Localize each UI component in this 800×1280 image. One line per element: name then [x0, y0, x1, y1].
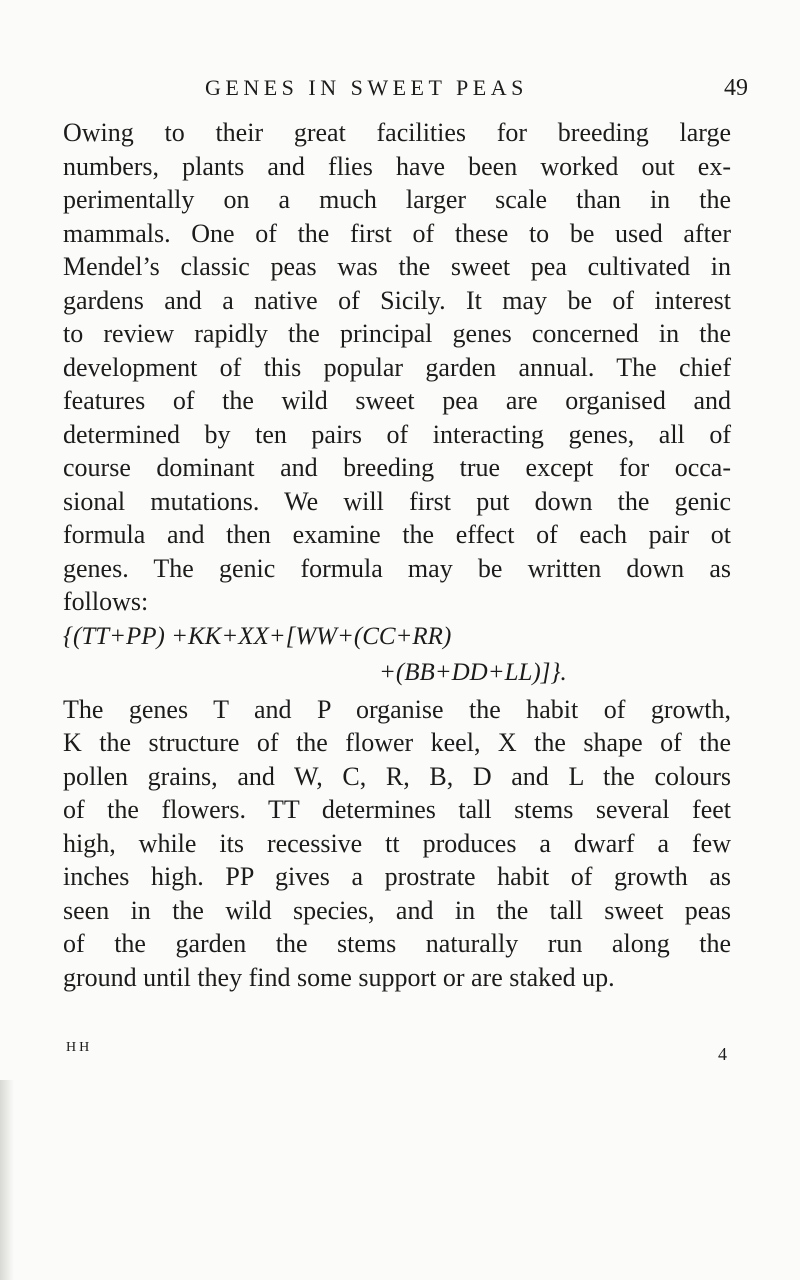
text-line: determined by ten pairs of interacting genes, all of [63, 419, 731, 449]
page-number: 49 [724, 75, 748, 101]
text-line: high, while its recessive tt produces a dwarf a few [63, 828, 731, 858]
signature-number: 4 [718, 1044, 727, 1064]
text-line: formula and then examine the effect of each pair ot [63, 520, 731, 549]
signature-mark: HH [66, 1040, 93, 1055]
text-line: Mendel’s classic peas was the sweet pea cultivated in [63, 252, 731, 281]
text-line: to review rapidly the principal genes concerned in the [63, 319, 731, 348]
genic-formula [63, 619, 731, 691]
running-title: GENES IN SWEET PEAS [205, 75, 528, 100]
running-head [0, 70, 800, 106]
text-line: features of the wild sweet pea are organised and [63, 386, 731, 415]
formula-line-1: {(TT+PP) +KK+XX+[WW+(CC+RR) [63, 622, 452, 650]
page-gutter-shadow [0, 1080, 14, 1280]
text-line: gardens and a native of Sicily. It may be of interest [63, 285, 731, 315]
text-line: perimentally on a much larger scale than in the [63, 185, 731, 214]
paragraph-1 [63, 116, 731, 619]
text-line: sional mutations. We will first put down the genic [63, 486, 731, 516]
page-footer [0, 1037, 800, 1067]
text-line: of the flowers. TT determines tall stems several feet [63, 795, 731, 824]
text-line: Owing to their great facilities for breeding large [63, 118, 731, 147]
text-line: inches high. PP gives a prostrate habit of growth as [63, 862, 731, 891]
paragraph-2 [63, 693, 731, 995]
text-line: development of this popular garden annual. The chief [63, 352, 731, 382]
text-line: genes. The genic formula may be written down as [63, 553, 731, 583]
text-line: numbers, plants and flies have been worked out ex- [63, 151, 731, 181]
formula-line-2: +(BB+DD+LL)]}. [379, 658, 567, 686]
text-line: of the garden the stems naturally run along the [63, 929, 731, 958]
text-line: seen in the wild species, and in the tall sweet peas [63, 895, 731, 925]
body-text [63, 116, 731, 994]
text-line: K the structure of the flower keel, X the shape of the [63, 728, 731, 757]
text-line: ground until they find some support or are staked up. [63, 962, 615, 992]
text-line: The genes T and P organise the habit of growth, [63, 694, 731, 724]
text-line: mammals. One of the first of these to be used after [63, 218, 731, 248]
text-line: follows: [63, 587, 149, 616]
text-line: pollen grains, and W, C, R, B, D and L the colours [63, 761, 731, 791]
text-line: course dominant and breeding true except for occa- [63, 453, 731, 482]
